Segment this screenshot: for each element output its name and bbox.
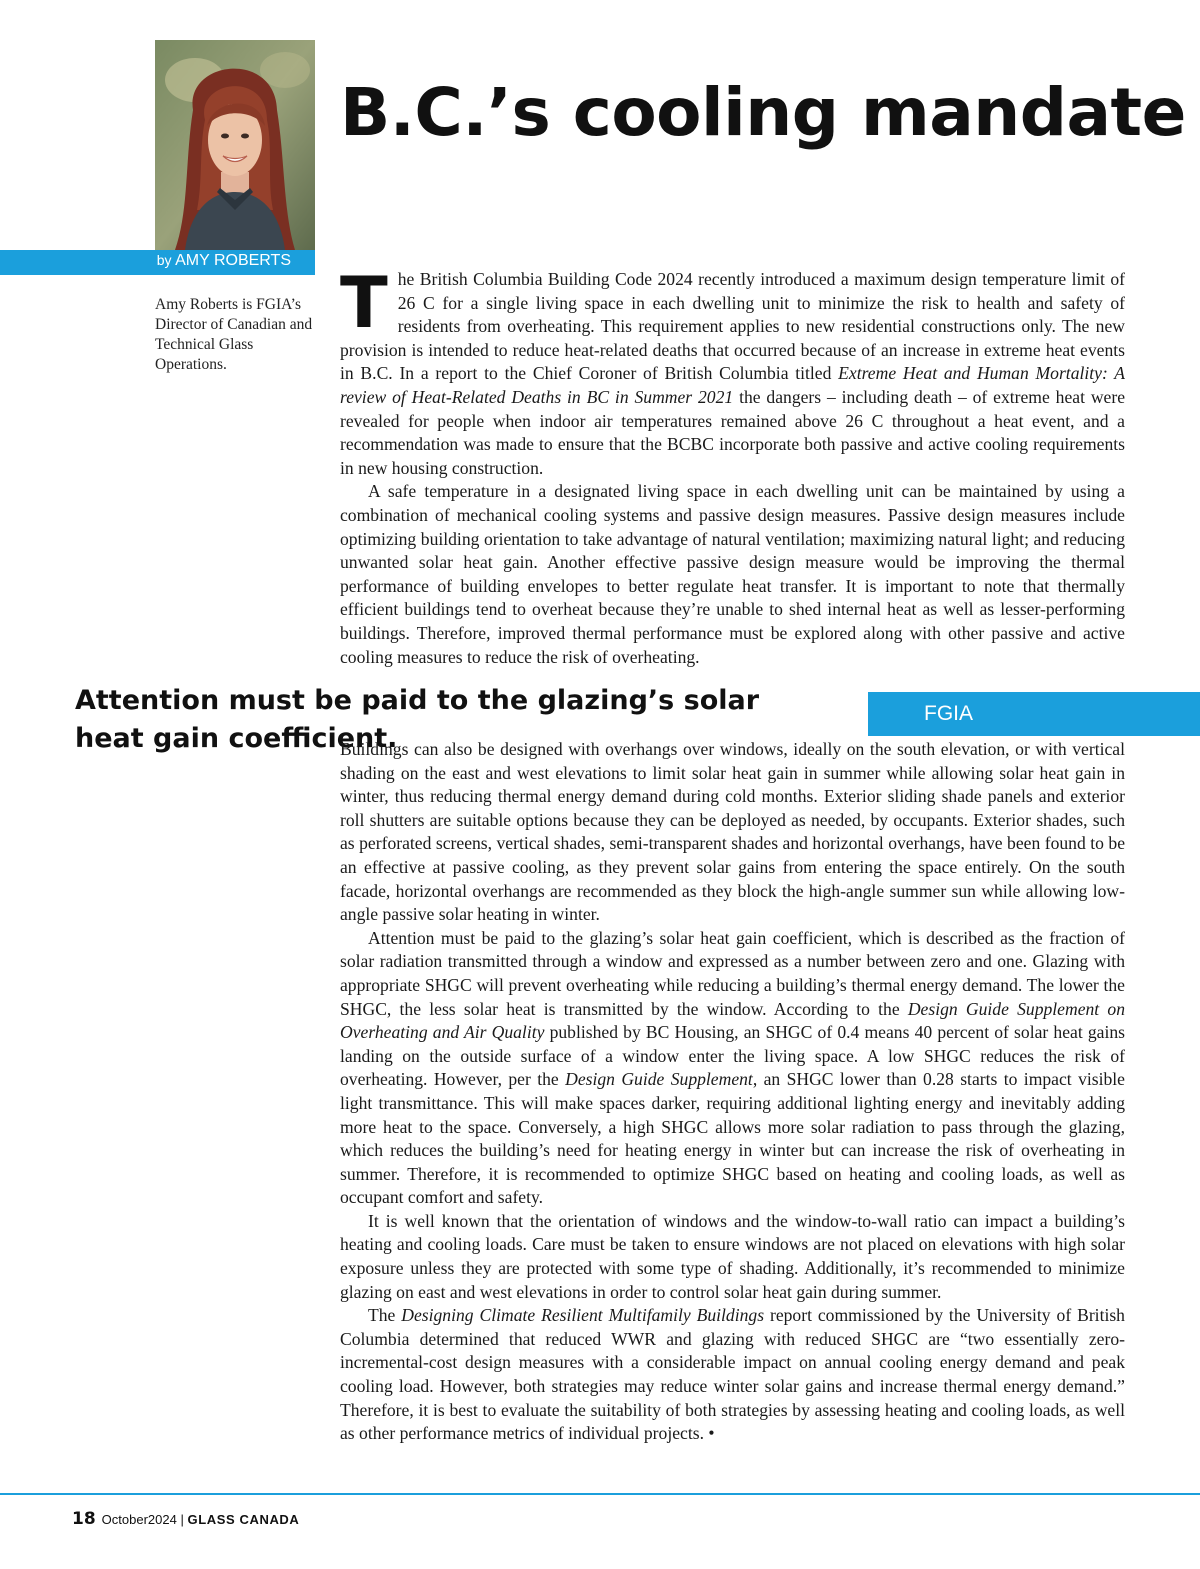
pull-quote: Attention must be paid to the glazing’s solar heat gain coefficient. bbox=[75, 685, 760, 754]
magazine-name: GLASS CANADA bbox=[187, 1512, 300, 1527]
paragraph-6-text-end: report commissioned by the University of British Columbia determined that reduced WWR and glazing with reduced SHGC are “two essentially zero-incremental-cost design measures with a considerable impact on annual cooling energy demand and peak cooling load. However, both strategies may reduce winter solar gains and increase thermal energy demand.” Therefore, it is best to evaluate the suitability of both strategies by assessing heating and cooling loads, as well as other performance metrics of individual projects. • bbox=[340, 1305, 1125, 1444]
drop-cap: T bbox=[340, 262, 388, 344]
guide-short-title: Design Guide Supplement bbox=[565, 1069, 753, 1090]
paragraph-1 bbox=[340, 262, 1126, 480]
paragraph-3: Buildings can also be designed with overhangs over windows, ideally on the south elevation, or with vertical shading on the east and west elevations to limit solar heat gain in summer while allowing solar heat gain in winter, thus reducing thermal energy demand during cold months. Exterior sliding shade panels and exterior roll shutters are suitable options because they can be deployed as needed, by occupants. Exterior shades, such as perforated screens, vertical shades, semi-transparent shades and horizontal overhangs, have been found to be an effective at passive cooling, as they prevent solar gains from entering the space entirely. On the south facade, horizontal overhangs are recommended as they block the high-angle summer sun while allowing low-angle passive solar heating in winter. bbox=[340, 739, 1125, 925]
paragraph-6-text: The bbox=[368, 1305, 402, 1326]
author-photo bbox=[155, 40, 315, 250]
report-name: Designing Climate Resilient Multifamily Buildings bbox=[401, 1305, 765, 1326]
paragraph-4-text-mid: published by BC Housing, an SHGC of 0.4 means 40 percent of solar heat gains landing on the outside surface of a window enter the living space. A low SHGC reduces the risk of overheating. However, per the bbox=[340, 1022, 1125, 1090]
issue-date: October2024 bbox=[101, 1512, 177, 1527]
byline-prefix: by bbox=[156, 252, 172, 268]
author-bio: Amy Roberts is FGIA’s Director of Canadian and Technical Glass Operations. bbox=[155, 296, 313, 373]
section-tag-bar bbox=[868, 692, 1200, 736]
paragraph-4-text: Attention must be paid to the glazing’s solar heat gain coefficient, which is described as the fraction of solar radiation transmitted through a window and expressed as a number between zero and one. Glazing with appropriate SHGC will prevent overheating while reducing a building’s thermal energy demand. The lower the SHGC, the less solar heat is transmitted by the window. According to the bbox=[340, 927, 1125, 1019]
paragraph-1-text: he British Columbia Building Code 2024 recently introduced a maximum design temperature limit of 26 C for a single living space in each dwelling unit to minimize the risk to health and safety of residents from overheating. This requirement applies to new residential constructions only. The new provision is intended to reduce heat-related deaths that occurred because of an increase in extreme heat events in B.C. In a report to the Chief Coroner of British Columbia titled bbox=[340, 269, 1125, 384]
byline-bar bbox=[0, 250, 315, 275]
paragraph-4-text-end: , an SHGC lower than 0.28 starts to impact visible light transmittance. This will make spaces darker, requiring additional lighting energy and inevitably adding more heat to the space. Conversely, a high SHGC allows more solar radiation to pass through the glazing, which reduces the building’s need for heating energy in winter but can increase the risk of overheating in summer. Therefore, it is recommended to optimize SHGC based on heating and cooling loads, as well as occupant comfort and safety. bbox=[340, 1069, 1125, 1208]
author-name: AMY ROBERTS bbox=[175, 252, 291, 269]
footer-separator: | bbox=[180, 1512, 184, 1527]
section-tag: FGIA bbox=[924, 702, 974, 725]
paragraph-5: It is well known that the orientation of windows and the window-to-wall ratio can impact a building’s heating and cooling loads. Care must be taken to ensure windows are not placed on elevations with high solar exposure unless they are protected with some type of shading. Additionally, it’s recommended to minimize glazing on east and west elevations in order to control solar heat gain during summer. bbox=[340, 1210, 1125, 1302]
paragraph-6 bbox=[340, 1304, 1125, 1446]
article-body-intro bbox=[340, 262, 1126, 669]
page-footer bbox=[72, 1509, 299, 1529]
article-body-continued bbox=[340, 738, 1125, 1446]
page-number: 18 bbox=[72, 1509, 96, 1529]
guide-title: Design Guide Supplement on Overheating and Air Quality bbox=[340, 998, 1125, 1043]
footer-rule bbox=[0, 1493, 1200, 1495]
article-title: B.C.’s cooling mandate bbox=[340, 74, 1186, 151]
byline bbox=[157, 252, 291, 270]
paragraph-2: A safe temperature in a designated living space in each dwelling unit can be maintained by using a combination of mechanical cooling systems and passive design measures. Passive design measures include optimizing building orientation to take advantage of natural ventilation; maximizing natural light; and reducing unwanted solar heat gain. Another effective passive design measure would be improving the thermal performance of building envelopes to better regulate heat transfer. It is important to note that thermally efficient buildings tend to overheat because they’re unable to shed internal heat as well as lesser-performing buildings. Therefore, improved thermal performance must be explored along with other passive and active cooling measures to reduce the risk of overheating. bbox=[340, 481, 1125, 667]
report-title: Extreme Heat and Human Mortality: A review of Heat-Related Deaths in BC in Summer 2021 bbox=[340, 363, 1126, 407]
paragraph-1-text-end: the dangers – including death – of extreme heat were revealed for people when indoor air temperatures remained above 26 C throughout a heat event, and a recommendation was made to ensure that the BCBC incorporate both passive and active cooling requirements in new housing construction. bbox=[340, 386, 1126, 478]
paragraph-4 bbox=[340, 927, 1125, 1210]
